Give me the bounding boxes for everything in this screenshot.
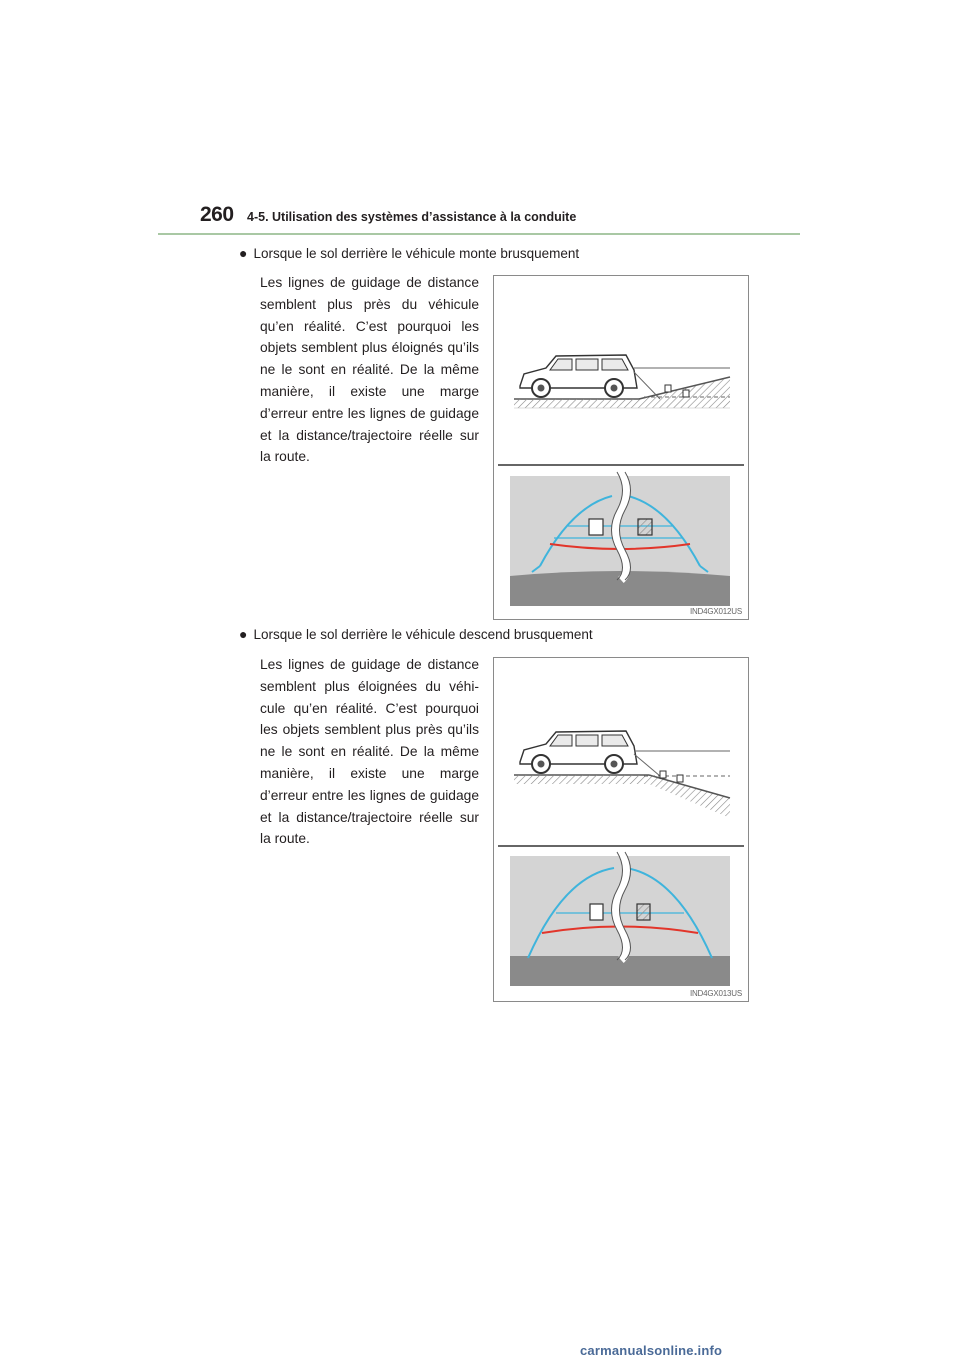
object-box-hatched-icon [637, 904, 650, 920]
paragraph-uphill: Les lignes de guidage de distance semblent plus près du véhicule qu’en réalité. C’est pourquoi les objets semblent plus éloignés qu’ils ne le sont en réalité. De la même manière, il existe une marge d’erreur entre les lignes de guidage et la distance/trajectoire réelle sur la route. [260, 275, 479, 465]
header-rule [158, 233, 800, 235]
bullet-heading-uphill [239, 245, 579, 261]
footer-watermark: carmanualsonline.info [580, 1343, 723, 1358]
side-view [514, 355, 730, 408]
object-near-icon [665, 385, 671, 392]
side-view [514, 731, 730, 818]
camera-view [510, 472, 730, 606]
downhill-illustration [494, 658, 748, 1001]
figure-uphill [493, 275, 749, 620]
object-box-hatched-icon [638, 519, 652, 535]
car-icon [520, 731, 637, 773]
paragraph-downhill: Les lignes de guidage de distance semblent plus éloignées du véhi-cule qu’en réalité. C’est pourquoi les objets semblent plus près qu’ils ne le sont en réalité. De la même manière, il existe une marge d’erreur entre les lignes de guidage et la distance/trajectoire réelle sur la route. [260, 657, 479, 847]
car-icon [520, 355, 637, 397]
uphill-illustration [494, 276, 748, 619]
object-box-icon [590, 904, 603, 920]
heading-text: Lorsque le sol derrière le véhicule monte brusquement [253, 246, 580, 261]
object-far-icon [683, 390, 689, 397]
figure-code: IND4GX013US [689, 989, 742, 998]
object-box-icon [589, 519, 603, 535]
section-title: 4-5. Utilisation des systèmes d’assistance à la conduite [247, 210, 577, 224]
heading-text: Lorsque le sol derrière le véhicule descend brusquement [253, 627, 593, 642]
figure-code: IND4GX012US [689, 607, 742, 616]
bullet-icon: ● [239, 245, 248, 261]
camera-view [510, 852, 730, 986]
page-number: 260 [200, 203, 234, 226]
bullet-icon: ● [239, 626, 248, 642]
figure-downhill [493, 657, 749, 1002]
object-far-icon [677, 775, 683, 782]
object-near-icon [660, 771, 666, 778]
bullet-heading-downhill [239, 626, 593, 642]
